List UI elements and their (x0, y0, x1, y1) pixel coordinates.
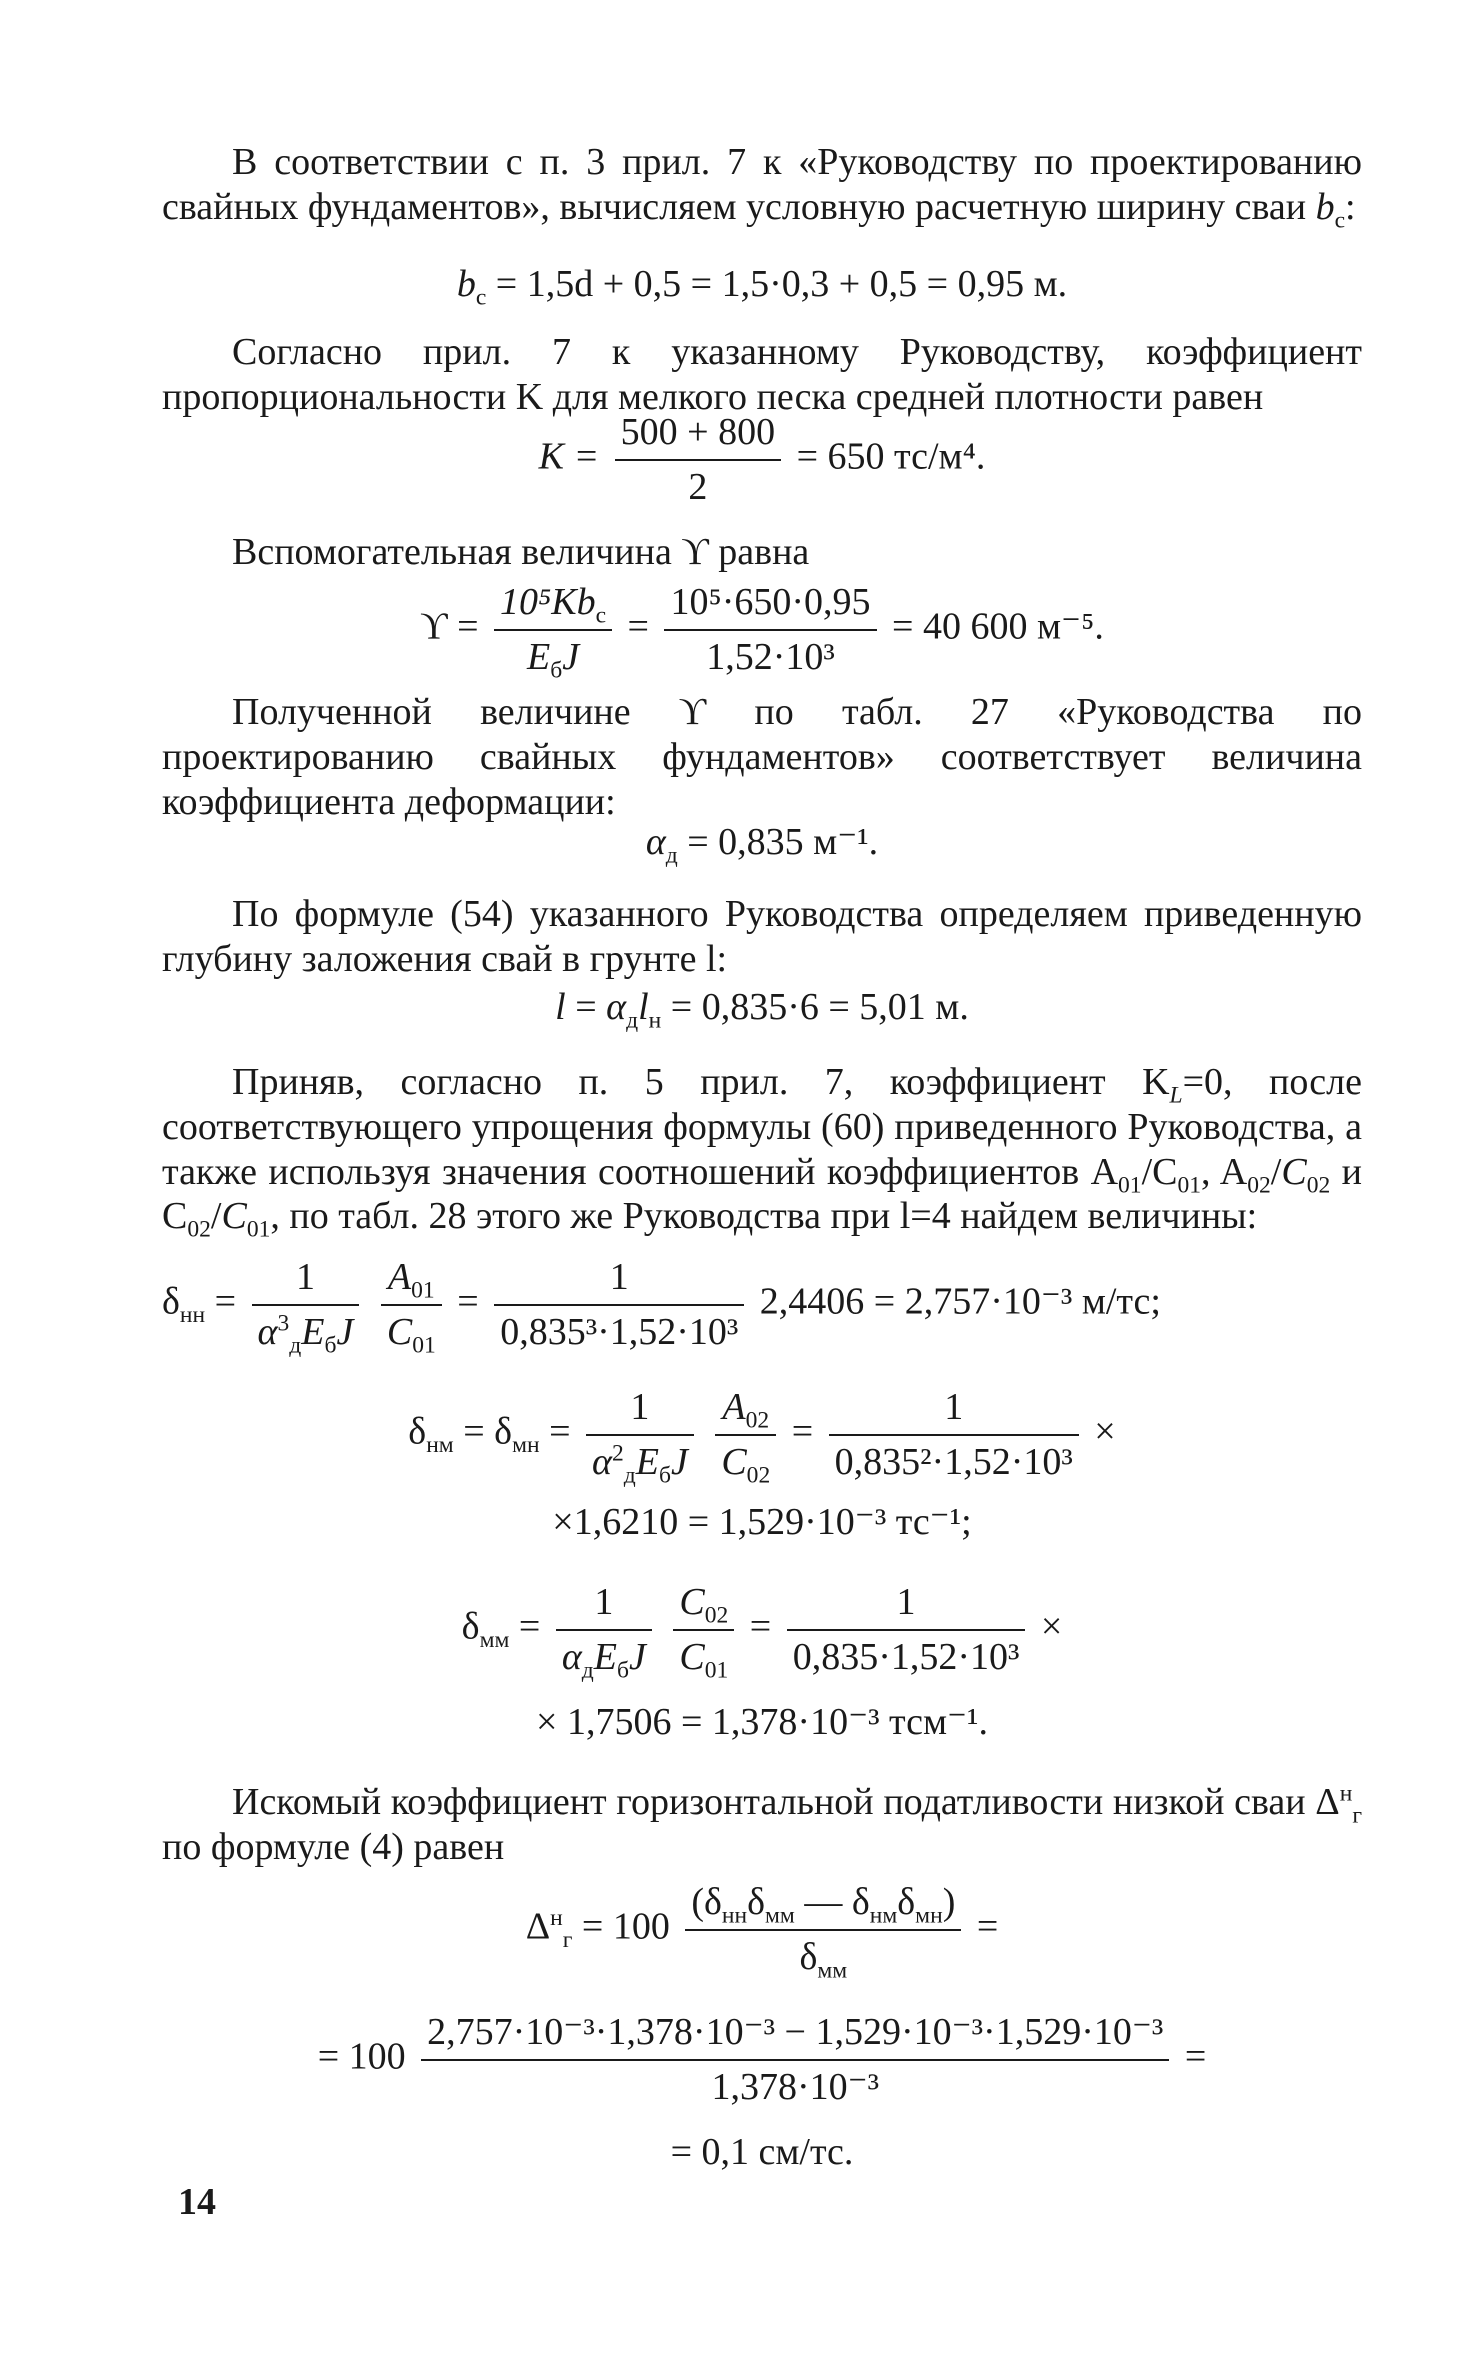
paragraph-3: Вспомогательная величина ϒ равна (232, 531, 810, 573)
equation-result: = 0,1 см/тс. (670, 2131, 854, 2173)
paragraph-7: Искомый коэффициент горизонтальной податливости низкой сваи $\Delta^н_г$ по формуле (4) равен (162, 1780, 1362, 1868)
equation-delta-nn: $\delta_{нн}$ = $\frac{1}{\alpha^3_дE_бJ}$ $\frac{A_{01}}{C_{01}}$ = $\frac{1}{\text{0,835³·1,52·10³}}$ 2,4406 = 2,757·10⁻³ м/тс; (162, 1256, 1161, 1359)
equation-upsilon: ϒ = $\frac{10^5Kb_c}{E_бJ}$ = $\frac{\text{10⁵·650·0,95}}{\text{1,52·10³}}$ = 40 600 м⁻⁵. (420, 581, 1104, 684)
equation-delta-g: $\Delta^н_г = 100$ $\frac{(\delta_{нн}\delta_{мм} — \delta_{нм}\delta_{мн})}{\delta_{мм}}$ = (525, 1881, 999, 1984)
equation-k: K = $\frac{500 + 800}{2}$ = 650 тс/м⁴. (538, 411, 986, 508)
equation-bc: $b_c = 1,5d + 0,5 = 1,5\cdot 0,3 + 0,5 = 0,95$ м. (456, 263, 1068, 311)
fraction-k: $\frac{500 + 800}{2}$ (615, 410, 781, 510)
paragraph-1: В соответствии с п. 3 прил. 7 к «Руководству по проектированию свайных фундаментов», вычисляем условную расчетную ширину сваи $b_c$: (162, 141, 1362, 234)
paragraph-5: По формуле (54) указанного Руководства определяем приведенную глубину заложения свай в грунте l: (162, 893, 1362, 980)
paragraph-6: Приняв, согласно п. 5 прил. 7, коэффициент $K_L=0$, после соответствующего упрощения формулы (60) приведенного Руководства, а также используя значения соотношений коэффициентов $A_{01}/C_{01}$, $A_{02}/C_{02}$ и $C_{02}/C_{01}$, по табл. 28 этого же Руководства при l=4 найдем величины: (162, 1061, 1362, 1244)
equation-l: $l = \alpha_дl_н = 0,835\cdot 6 = 5,01$ м. (555, 986, 969, 1034)
equation-delta-nm-cont: ×1,6210 = 1,529·10⁻³ тс⁻¹; (552, 1501, 972, 1543)
paragraph-4: Полученной величине ϒ по табл. 27 «Руководства по проектированию свайных фундаментов» соответствует величина коэффициента деформации: (162, 691, 1362, 823)
equation-delta-nm: $\delta_{нм} = \delta_{мн}$ = $\frac{1}{\alpha^2_дE_бJ}$ $\frac{A_{02}}{C_{02}}$ = $\frac{1}{\text{0,835²·1,52·10³}}$ × (408, 1386, 1116, 1489)
equation-delta-g-numeric: = 100 $\frac{\text{2,757·10⁻³·1,378·10⁻³ − 1,529·10⁻³·1,529·10⁻³}}{\text{1,378·10⁻³}}$ = (317, 2011, 1207, 2108)
paragraph-2: Согласно прил. 7 к указанному Руководству, коэффициент пропорциональности K для мелкого песка средней плотности равен (162, 331, 1362, 418)
equation-delta-mm-cont: × 1,7506 = 1,378·10⁻³ тсм⁻¹. (536, 1701, 988, 1743)
equation-alpha: $\alpha_д = 0,835$ м⁻¹. (645, 821, 879, 869)
page-number: 14 (178, 2181, 216, 2223)
equation-delta-mm: $\delta_{мм}$ = $\frac{1}{\alpha_дE_бJ}$ $\frac{C_{02}}{C_{01}}$ = $\frac{1}{\text{0,835·1,52·10³}}$ × (461, 1581, 1063, 1684)
